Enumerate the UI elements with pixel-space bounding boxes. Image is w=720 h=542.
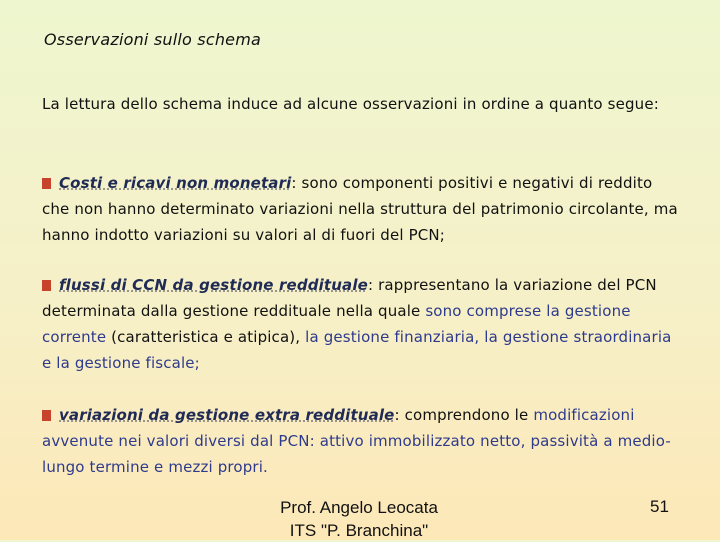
author-school: ITS "P. Branchina" (289, 521, 429, 540)
bullet-term: variazioni da gestione extra reddituale (59, 406, 395, 424)
bullet-text: : sono componenti positivi e negativi di reddito che non hanno determinato variazioni nella struttura del patrimonio circolante, ma hanno indotto variazioni su valori al di fuori del PCN; (42, 174, 678, 244)
bullet-term: flussi di CCN da gestione reddituale (59, 276, 368, 294)
bullet-highlight: la gestione finanziaria, la gestione straordinaria e la gestione fiscale; (42, 328, 672, 372)
bullet-highlight: modificazioni avvenute nei valori diversi dal PCN: attivo immobilizzato netto, passività a medio-lungo termine e mezzi propri. (42, 406, 671, 476)
square-bullet-icon (42, 410, 51, 421)
bullet-item-ccn-flows (42, 272, 682, 376)
bullet-text: (caratteristica e atipica), (106, 328, 306, 346)
bullet-highlight: sono comprese la gestione corrente (42, 302, 631, 346)
page-number: 51 (650, 497, 669, 516)
intro-paragraph: La lettura dello schema induce ad alcune osservazioni in ordine a quanto segue: (42, 95, 659, 113)
bullet-text: : rappresentano la variazione del PCN determinata dalla gestione reddituale nella quale (42, 276, 657, 320)
bullet-text: : comprendono le (394, 406, 534, 424)
bullet-term: Costi e ricavi non monetari (59, 174, 292, 192)
square-bullet-icon (42, 280, 51, 291)
slide-title: Osservazioni sullo schema (44, 30, 262, 49)
bullet-item-extra-reddituale (42, 402, 682, 480)
square-bullet-icon (42, 178, 51, 189)
author-name: Prof. Angelo Leocata (280, 498, 438, 517)
bullet-item-non-monetary (42, 170, 682, 248)
footer-author (264, 496, 454, 542)
